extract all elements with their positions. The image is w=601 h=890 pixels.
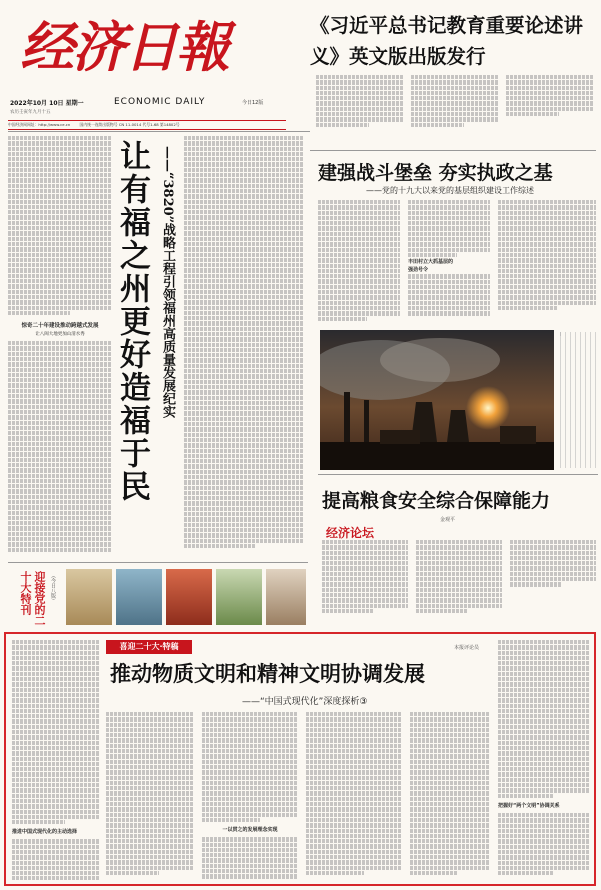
vertical-main-headline: 让有福之州更好造福于民 [114,140,150,503]
feature-column-3 [202,712,298,880]
story2-body: 丰田村立大抓基层的 强劲号令 [318,200,598,328]
code-line: 国内统一连续出版物号 CN 11-0014 代号1-68 第14802号 [79,122,180,127]
left-column-b [184,136,304,556]
special-issue-thumbnails [66,569,306,625]
masthead-title: 经济日報 [20,15,228,79]
feature-section-c: 把握好“两个文明”协调关系 [498,802,560,809]
feature-title: 推动物质文明和精神文明协调发展 [110,661,425,686]
news-photo [320,330,554,470]
masthead-english: ECONOMIC DAILY [114,97,206,107]
special-issue-note: （今日八版） [50,573,56,603]
feature-section-b: 一以贯之的发展理念实现 [222,827,278,834]
feature-column-4 [306,712,402,880]
left-column-a [8,136,112,556]
masthead-date: 2022年10月 10日 星期一 [10,100,84,107]
thumb-4 [216,569,262,625]
feature-column-5 [410,712,490,880]
story2-title: 建强战斗堡垒 夯实执政之基 [318,162,553,184]
thumb-2 [116,569,162,625]
feature-column-2 [106,712,194,880]
thumb-1 [66,569,112,625]
forum-label: 经济论坛 [326,526,375,540]
masthead-issue: 今日12版 [242,100,264,106]
left-subtitle-a2: 让八闽大地更加山清水秀 [35,332,85,338]
feature-section-a: 推进中国式现代化的主动选择 [12,829,78,836]
lead-story-body [316,75,596,147]
masthead-lunar: 农历壬寅年九月十五 [10,110,51,115]
thumb-5 [266,569,306,625]
feature-banner [106,640,192,654]
grain-body [322,540,598,620]
special-issue-box [8,562,308,629]
left-subtitle-a: 惊奇二十年建设推动跨越式发展 [21,323,99,330]
feature-column-1 [12,640,100,880]
vertical-sub-headline: ——“3820”战略工程引领福州高质量发展纪实 [160,146,175,419]
power-plant-photo [320,330,554,470]
website-line: 中国经济网网址：http://www.ce.cn [8,122,71,127]
feature-column-6 [498,640,590,880]
lead-headline-text: 《习近平总书记教育重要论述讲义》英文版出版发行 [310,14,584,68]
feature-subtitle: ——“中国式现代化”深度探析③ [242,697,368,707]
thumb-3 [166,569,212,625]
photo-caption [560,332,596,468]
feature-banner-text: 喜迎二十大·特稿 [119,642,179,651]
masthead [10,8,278,120]
forum-author: 金观平 [440,517,456,523]
lead-headline [310,10,596,72]
special-issue-label: 迎接党的二十大特刊 [19,571,46,626]
story2-subtitle: ——党的十九大以来党的基层组织建设工作综述 [366,186,534,195]
bottom-feature [4,632,596,886]
feature-reporter: 本报评论员 [454,645,480,651]
website-bar [8,120,286,130]
grain-headline: 提高粮食安全综合保障能力 [322,490,551,512]
